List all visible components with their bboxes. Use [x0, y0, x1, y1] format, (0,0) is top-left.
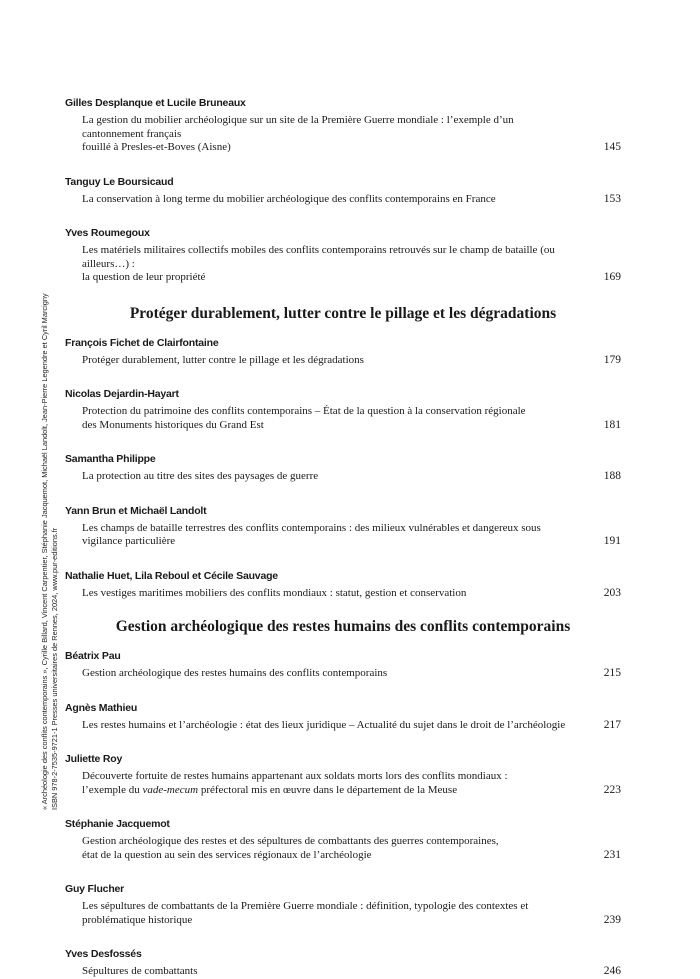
page-number: 223 — [603, 783, 621, 796]
entry-article — [65, 405, 621, 432]
title-text: préfectoral mis en œuvre dans le département de la Meuse — [198, 783, 458, 796]
toc-entry — [65, 96, 621, 155]
toc-entry — [65, 504, 621, 549]
entry-article — [65, 244, 621, 285]
article-title-line: La conservation à long terme du mobilier archéologique des conflits contemporains en France — [82, 192, 496, 205]
table-of-contents — [65, 96, 621, 979]
sidebar-line-1: « Archéologie des conflits contemporains », Cyrille Billard, Vincent Carpentier, Stéphanie Jacquemot, Michaël Landolt, Jean-Pierre Legendre et Cyril Marcigny — [40, 293, 49, 810]
entry-article — [65, 193, 621, 207]
toc-entry — [65, 701, 621, 733]
entry-author: Nathalie Huet, Lila Reboul et Cécile Sauvage — [65, 569, 278, 582]
article-title-line: Découverte fortuite de restes humains appartenant aux soldats morts lors des conflits mondiaux : — [82, 770, 508, 782]
sidebar-copyright-text — [40, 180, 60, 810]
article-title-line: fouillé à Presles-et-Boves (Aisne) — [82, 141, 231, 153]
page-number: 203 — [603, 586, 621, 599]
article-title-line: Les champs de bataille terrestres des conflits contemporains : des milieux vulnérables et dangereux sous vigilance particulière — [82, 521, 541, 547]
sidebar-copyright — [18, 180, 62, 810]
article-title-line: des Monuments historiques du Grand Est — [82, 418, 264, 431]
toc-entry — [65, 817, 621, 862]
entry-author: Tanguy Le Boursicaud — [65, 175, 174, 188]
entry-author: Yves Roumegoux — [65, 227, 150, 239]
article-title-line: Sépultures de combattants — [82, 965, 198, 977]
article-title-line: La protection au titre des sites des paysages de guerre — [82, 470, 319, 482]
entry-author: Béatrix Pau — [65, 650, 121, 662]
entry-article — [65, 835, 621, 862]
entry-article — [65, 587, 621, 601]
entry-article — [65, 770, 621, 797]
entry-author: Yann Brun et Michaël Landolt — [65, 504, 207, 517]
toc-entry — [65, 175, 621, 207]
title-text: l’exemple du — [82, 783, 143, 796]
toc-entry — [65, 569, 621, 601]
toc-entry — [65, 752, 621, 797]
entry-author: Yves Desfossés — [65, 948, 142, 960]
page-number: 231 — [603, 848, 621, 861]
page-number: 153 — [603, 192, 621, 205]
article-title-line: Gestion archéologique des restes humains des conflits contemporains — [82, 667, 388, 679]
toc-entry — [65, 226, 621, 285]
page-number: 215 — [603, 667, 621, 679]
entry-author: François Fichet de Clairfontaine — [65, 336, 219, 349]
entry-author: Juliette Roy — [65, 753, 123, 765]
article-title-line: Gestion archéologique des restes et des sépultures de combattants des guerres contemporaines, — [82, 835, 499, 847]
sidebar-line-2: ISBN 978-2-7535-9721-1 Presses universitaires de Rennes, 2024, www.pur-editions.fr — [50, 527, 59, 810]
page-number: 217 — [603, 718, 621, 731]
entry-article — [65, 470, 621, 484]
section-title: Protéger durablement, lutter contre le pillage et les dégradations — [129, 304, 557, 322]
article-title-line: Protéger durablement, lutter contre le pillage et les dégradations — [82, 353, 364, 366]
entry-article — [65, 114, 621, 155]
article-title-line: Les matériels militaires collectifs mobiles des conflits contemporains retrouvés sur le champ de bataille (ou ailleurs…) : — [82, 244, 555, 270]
entry-article — [65, 667, 621, 681]
article-title-line: Les vestiges maritimes mobiliers des conflits mondiaux : statut, gestion et conservation — [82, 586, 467, 599]
page-number: 246 — [603, 965, 621, 977]
entry-article — [65, 522, 621, 549]
toc-entry — [65, 947, 621, 979]
entry-author: Guy Flucher — [65, 883, 125, 895]
page-number: 181 — [603, 418, 621, 431]
entry-article — [65, 354, 621, 368]
page-number: 239 — [603, 913, 621, 926]
entry-article — [65, 900, 621, 927]
article-title-line: La gestion du mobilier archéologique sur un site de la Première Guerre mondiale : l’exemple d’un cantonnement français — [82, 114, 514, 140]
page-number: 169 — [603, 271, 621, 283]
article-title-line: Les restes humains et l’archéologie : état des lieux juridique – Actualité du sujet dans le droit de l’archéologie — [82, 718, 566, 731]
page-number: 188 — [603, 470, 621, 482]
toc-entry — [65, 387, 621, 432]
page-number: 191 — [603, 535, 621, 547]
entry-author: Agnès Mathieu — [65, 701, 138, 714]
article-title-line: état de la question au sein des services régionaux de l’archéologie — [82, 848, 372, 861]
entry-article — [65, 719, 621, 733]
article-title-line — [82, 784, 576, 798]
entry-author: Nicolas Dejardin-Hayart — [65, 388, 179, 400]
toc-entry — [65, 452, 621, 484]
entry-author: Stéphanie Jacquemot — [65, 818, 170, 830]
section-title: Gestion archéologique des restes humains des conflits contemporains — [115, 618, 571, 635]
page-number: 179 — [603, 353, 621, 366]
article-title-line: Les sépultures de combattants de la Première Guerre mondiale : définition, typologie des contextes et problématique historique — [82, 900, 529, 926]
toc-entry — [65, 649, 621, 681]
entry-author: Samantha Philippe — [65, 453, 156, 465]
title-italic: vade-mecum — [142, 783, 199, 796]
toc-entry — [65, 336, 621, 368]
article-title-line: Protection du patrimoine des conflits contemporains – État de la question à la conservation régionale — [82, 405, 526, 417]
entry-article — [65, 965, 621, 979]
page-number: 145 — [603, 141, 621, 153]
entry-author: Gilles Desplanque et Lucile Bruneaux — [65, 97, 246, 109]
article-title-line: la question de leur propriété — [82, 271, 206, 283]
toc-entry — [65, 882, 621, 927]
